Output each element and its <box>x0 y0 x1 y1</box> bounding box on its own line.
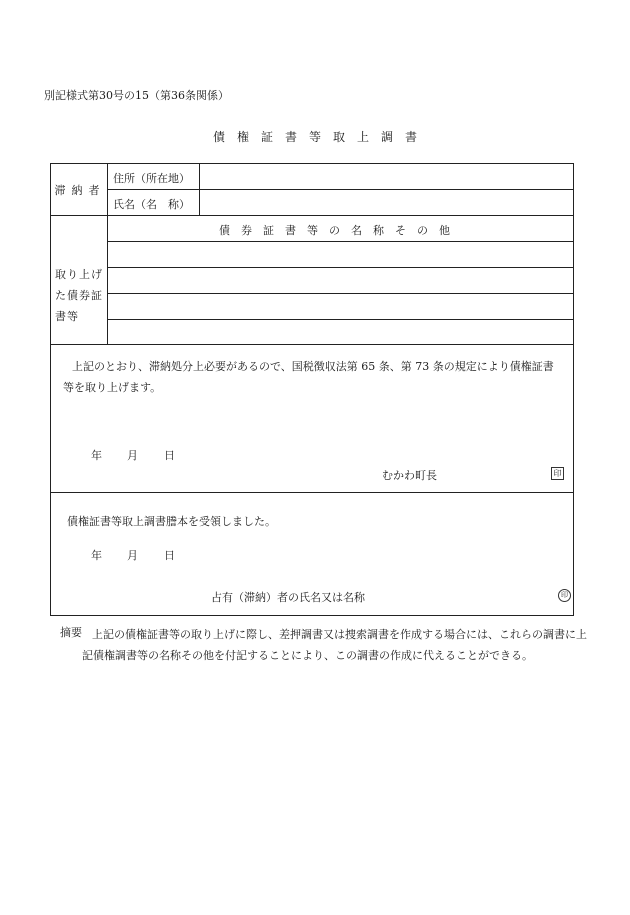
form-reference: 別記様式第30号の15（第36条関係） <box>44 89 229 102</box>
seized-item-row-3[interactable] <box>111 296 569 316</box>
row-divider-seized-4 <box>107 319 573 320</box>
form-table <box>50 163 574 616</box>
label-column-divider <box>107 164 108 344</box>
note-label: 摘要 <box>60 626 82 639</box>
note-text: 上記の債権証書等の取り上げに際し、差押調書又は捜索調書を作成する場合には、これらの調書に上記債権調書等の名称その他を付記することにより、この調書の作成に代えることができる。 <box>82 628 587 662</box>
row-divider-address <box>107 189 573 190</box>
seized-label-line-2: た債券証 <box>55 289 103 302</box>
seized-item-row-2[interactable] <box>111 270 569 290</box>
statement-year: 年 <box>91 449 102 462</box>
seized-column-header: 債券証書等の名称その他 <box>219 224 461 237</box>
statement-day: 日 <box>164 449 175 462</box>
receipt-text: 債権証書等取上調書謄本を受領しました。 <box>67 515 276 528</box>
seized-label-line-3: 書等 <box>55 310 79 323</box>
seized-item-row-1[interactable] <box>111 244 569 264</box>
row-divider-seized-1 <box>107 241 573 242</box>
issuer-name: むかわ町長 <box>382 469 437 482</box>
delinquent-label: 滞納者 <box>54 184 106 197</box>
document-title: 債権証書等取上調書 <box>212 130 429 144</box>
statement-month: 月 <box>127 449 138 462</box>
row-divider-delinquent <box>51 215 573 216</box>
receipt-month: 月 <box>127 549 138 562</box>
receipt-year: 年 <box>91 549 102 562</box>
row-divider-seized-3 <box>107 293 573 294</box>
name-field[interactable] <box>203 192 569 213</box>
address-label: 住所（所在地） <box>113 172 190 185</box>
seized-item-row-4[interactable] <box>111 321 569 341</box>
row-divider-statement <box>51 492 573 493</box>
signer-seal-icon: 印 <box>558 589 571 602</box>
row-divider-seized-end <box>51 344 573 345</box>
address-field[interactable] <box>203 166 569 187</box>
receipt-day: 日 <box>164 549 175 562</box>
statement-text: 上記のとおり、滞納処分上必要があるので、国税徴収法第 65 条、第 73 条の規定により債権証書等を取り上げます。 <box>63 360 554 394</box>
signer-label: 占有（滞納）者の氏名又は名称 <box>211 591 365 604</box>
name-label: 氏名（名 称） <box>113 198 190 211</box>
issuer-seal-icon: 印 <box>551 467 564 480</box>
seized-label-line-1: 取り上げ <box>55 268 103 281</box>
row-divider-seized-2 <box>107 267 573 268</box>
seized-label <box>55 264 103 327</box>
